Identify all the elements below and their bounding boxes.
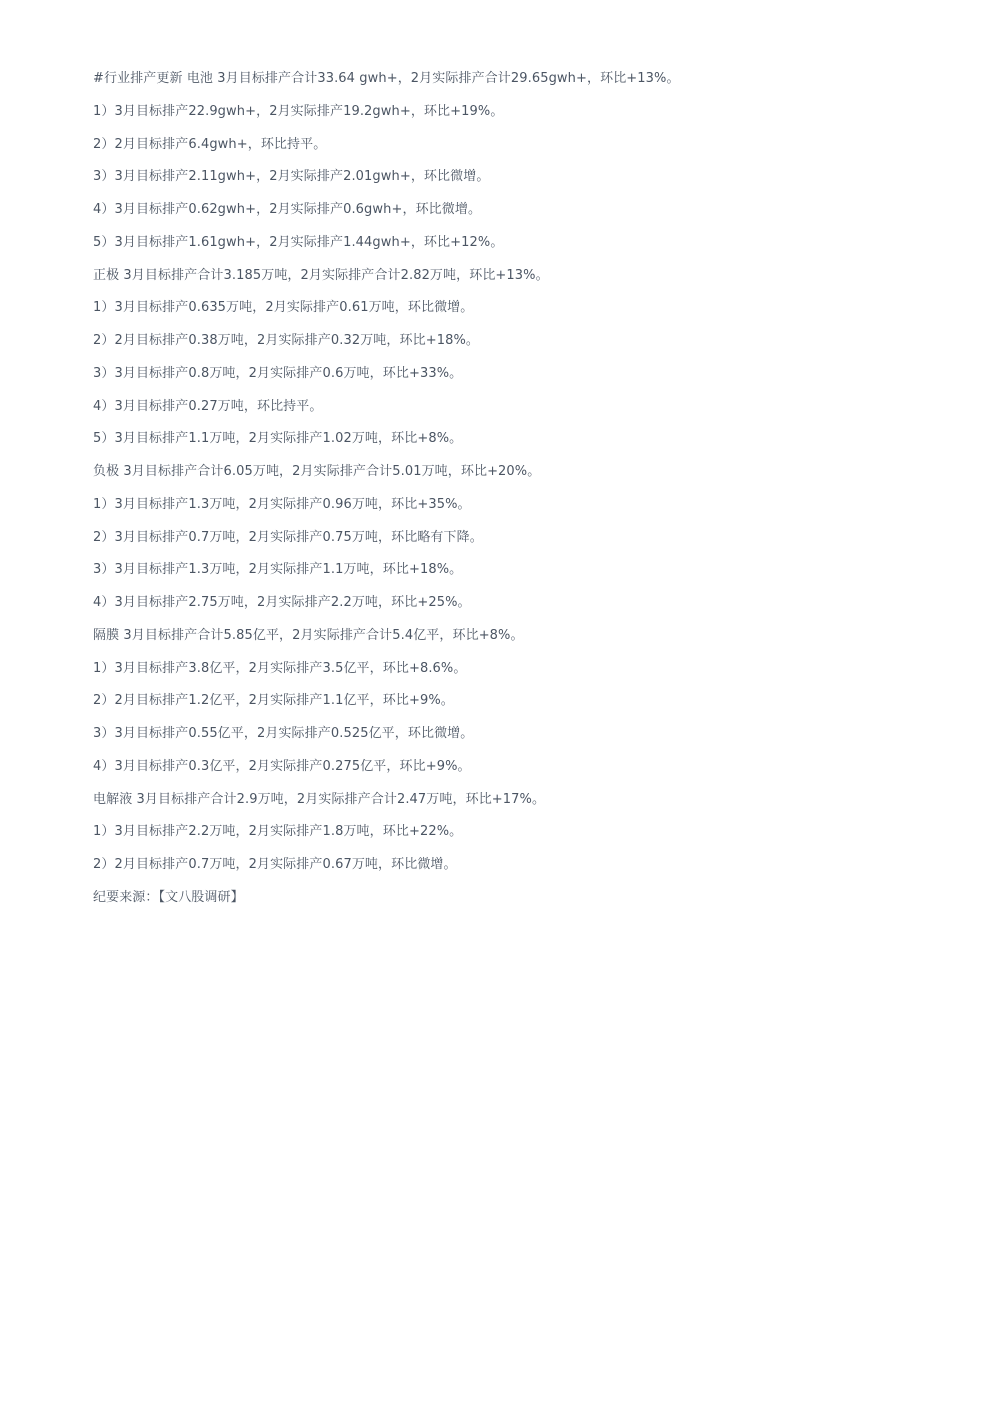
text-line: 1）3月目标排产2.2万吨，2月实际排产1.8万吨，环比+22%。 [93, 824, 463, 840]
text-line: 3）3月目标排产0.8万吨，2月实际排产0.6万吨，环比+33%。 [93, 365, 463, 381]
text-line: 2）3月目标排产0.7万吨，2月实际排产0.75万吨，环比略有下降。 [93, 529, 483, 545]
document-content [93, 70, 953, 922]
text-line: 电解液 3月目标排产合计2.9万吨，2月实际排产合计2.47万吨，环比+17%。 [93, 791, 546, 807]
text-line: 2）2月目标排产1.2亿平，2月实际排产1.1亿平，环比+9%。 [93, 693, 454, 709]
text-line: 1）3月目标排产0.635万吨，2月实际排产0.61万吨，环比微增。 [93, 300, 474, 316]
text-line: 正极 3月目标排产合计3.185万吨，2月实际排产合计2.82万吨，环比+13%。 [93, 267, 549, 283]
text-line: #行业排产更新 电池 3月目标排产合计33.64 gwh+，2月实际排产合计29.65gwh+，环比+13%。 [93, 71, 680, 86]
text-line: 2）2月目标排产6.4gwh+，环比持平。 [93, 136, 327, 152]
text-line: 4）3月目标排产0.62gwh+，2月实际排产0.6gwh+，环比微增。 [93, 202, 482, 217]
text-line: 2）2月目标排产0.38万吨，2月实际排产0.32万吨，环比+18%。 [93, 333, 479, 348]
text-line: 纪要来源：【文八股调研】 [93, 889, 244, 905]
text-line: 5）3月目标排产1.61gwh+，2月实际排产1.44gwh+，环比+12%。 [93, 234, 504, 250]
text-line: 3）3月目标排产0.55亿平，2月实际排产0.525亿平，环比微增。 [93, 726, 474, 741]
text-line: 1）3月目标排产1.3万吨，2月实际排产0.96万吨，环比+35%。 [93, 496, 471, 512]
text-line: 1）3月目标排产3.8亿平，2月实际排产3.5亿平，环比+8.6%。 [93, 660, 467, 676]
text-line: 负极 3月目标排产合计6.05万吨，2月实际排产合计5.01万吨，环比+20%。 [93, 464, 541, 479]
text-line: 隔膜 3月目标排产合计5.85亿平，2月实际排产合计5.4亿平，环比+8%。 [93, 627, 524, 643]
text-line: 3）3月目标排产1.3万吨，2月实际排产1.1万吨，环比+18%。 [93, 562, 463, 578]
text-line: 4）3月目标排产0.3亿平，2月实际排产0.275亿平，环比+9%。 [93, 758, 471, 774]
text-line: 5）3月目标排产1.1万吨，2月实际排产1.02万吨，环比+8%。 [93, 431, 463, 447]
text-line: 4）3月目标排产2.75万吨，2月实际排产2.2万吨，环比+25%。 [93, 595, 471, 610]
text-line: 4）3月目标排产0.27万吨，环比持平。 [93, 398, 323, 414]
text-line: 3）3月目标排产2.11gwh+，2月实际排产2.01gwh+，环比微增。 [93, 169, 490, 185]
text-line: 2）2月目标排产0.7万吨，2月实际排产0.67万吨，环比微增。 [93, 857, 457, 872]
text-line: 1）3月目标排产22.9gwh+，2月实际排产19.2gwh+，环比+19%。 [93, 103, 504, 119]
